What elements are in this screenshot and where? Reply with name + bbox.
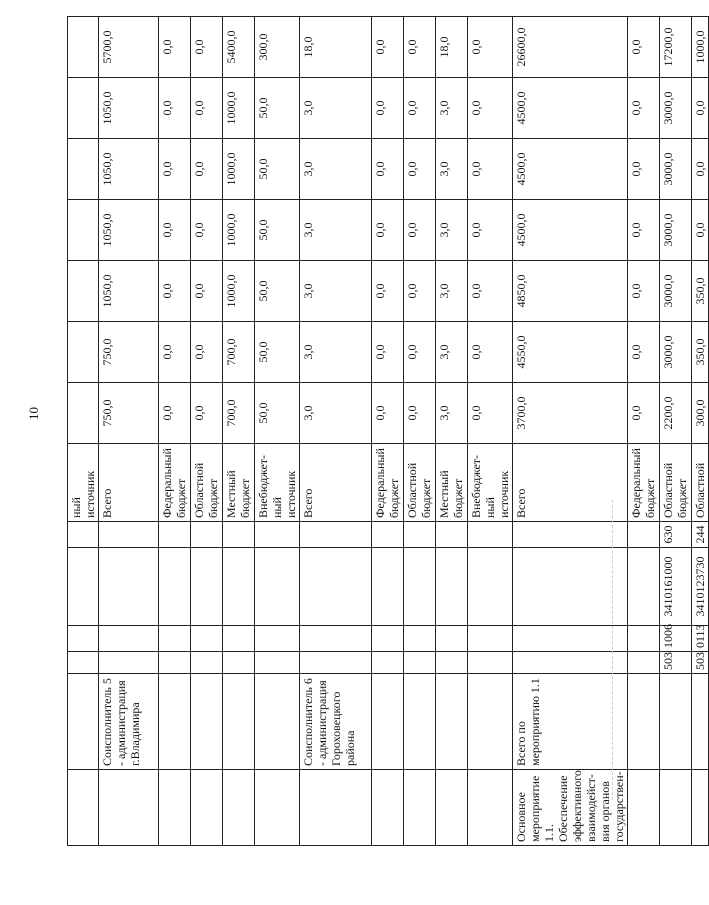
cell-source: Местный бюджет xyxy=(436,444,468,522)
cell-c4: 630 xyxy=(660,522,692,548)
cell-source: Федеральный бюджет xyxy=(628,444,660,522)
table-row xyxy=(660,17,692,846)
cell-main xyxy=(372,770,404,846)
cell-value: 0,0 xyxy=(628,200,660,261)
table-row xyxy=(628,17,660,846)
cell-value: 0,0 xyxy=(372,200,404,261)
cell-value: 300,0 xyxy=(692,383,709,444)
cell-source: ный источник xyxy=(68,444,99,522)
cell-c4 xyxy=(68,522,99,548)
cell-c4 xyxy=(404,522,436,548)
cell-c2 xyxy=(404,626,436,652)
cell-executor: Соисполнитель 6 - администрация Гороховецкого района xyxy=(300,674,372,770)
cell-executor xyxy=(255,674,300,770)
cell-executor xyxy=(692,674,709,770)
cell-value: 3,0 xyxy=(436,322,468,383)
cell-value: 0,0 xyxy=(159,261,191,322)
cell-c4 xyxy=(436,522,468,548)
cell-c3: 3410123730 xyxy=(692,548,709,626)
cell-value: 26600,0 xyxy=(513,17,628,78)
cell-c2 xyxy=(191,626,223,652)
cell-value: 0,0 xyxy=(628,261,660,322)
cell-main xyxy=(692,770,709,846)
cell-value: 0,0 xyxy=(692,139,709,200)
scan-artifact-line xyxy=(612,500,614,800)
cell-value: 0,0 xyxy=(692,200,709,261)
cell-executor xyxy=(660,674,692,770)
cell-value: 0,0 xyxy=(468,322,513,383)
cell-value: 3,0 xyxy=(436,139,468,200)
cell-value: 1000,0 xyxy=(223,261,255,322)
cell-value: 0,0 xyxy=(372,322,404,383)
cell-value: 0,0 xyxy=(191,383,223,444)
cell-value: 0,0 xyxy=(404,383,436,444)
cell-value: 0,0 xyxy=(159,78,191,139)
cell-c4 xyxy=(372,522,404,548)
cell-c1 xyxy=(372,652,404,674)
cell-value: 0,0 xyxy=(159,322,191,383)
cell-value xyxy=(68,78,99,139)
cell-executor: Соисполнитель 5 - администрация г.Владимира xyxy=(99,674,159,770)
cell-c1 xyxy=(513,652,628,674)
cell-value: 0,0 xyxy=(404,261,436,322)
table-row xyxy=(436,17,468,846)
cell-value: 0,0 xyxy=(404,200,436,261)
cell-value: 0,0 xyxy=(191,261,223,322)
cell-value: 3700,0 xyxy=(513,383,628,444)
cell-value: 0,0 xyxy=(468,17,513,78)
cell-executor xyxy=(436,674,468,770)
cell-value: 50,0 xyxy=(255,139,300,200)
cell-c3 xyxy=(300,548,372,626)
cell-main xyxy=(99,770,159,846)
cell-value: 3,0 xyxy=(300,139,372,200)
cell-c4 xyxy=(300,522,372,548)
cell-value: 4850,0 xyxy=(513,261,628,322)
cell-value: 0,0 xyxy=(692,78,709,139)
cell-executor xyxy=(223,674,255,770)
cell-c3 xyxy=(255,548,300,626)
cell-value: 3,0 xyxy=(300,261,372,322)
cell-value: 0,0 xyxy=(628,17,660,78)
cell-value: 3,0 xyxy=(436,200,468,261)
cell-source: Областной бюджет xyxy=(404,444,436,522)
cell-c2 xyxy=(255,626,300,652)
cell-value: 4500,0 xyxy=(513,200,628,261)
table-row xyxy=(255,17,300,846)
cell-value: 1050,0 xyxy=(99,261,159,322)
cell-value: 350,0 xyxy=(692,322,709,383)
cell-executor xyxy=(468,674,513,770)
cell-source: Областной xyxy=(692,444,709,522)
cell-c3 xyxy=(68,548,99,626)
cell-value: 4500,0 xyxy=(513,139,628,200)
cell-value: 17200,0 xyxy=(660,17,692,78)
cell-value: 50,0 xyxy=(255,383,300,444)
cell-c2 xyxy=(99,626,159,652)
cell-c4 xyxy=(628,522,660,548)
cell-value: 0,0 xyxy=(372,261,404,322)
cell-c4 xyxy=(468,522,513,548)
cell-value: 0,0 xyxy=(468,383,513,444)
cell-c2 xyxy=(68,626,99,652)
cell-value: 0,0 xyxy=(468,261,513,322)
cell-value: 1000,0 xyxy=(223,78,255,139)
cell-value xyxy=(68,322,99,383)
cell-value: 4550,0 xyxy=(513,322,628,383)
cell-c1 xyxy=(300,652,372,674)
cell-value: 1000,0 xyxy=(692,17,709,78)
table-row xyxy=(513,17,628,846)
cell-c1 xyxy=(404,652,436,674)
cell-c2 xyxy=(300,626,372,652)
cell-value: 1050,0 xyxy=(99,200,159,261)
cell-c4 xyxy=(255,522,300,548)
cell-c1 xyxy=(68,652,99,674)
cell-value: 3,0 xyxy=(436,383,468,444)
cell-value: 350,0 xyxy=(692,261,709,322)
cell-value: 0,0 xyxy=(159,383,191,444)
cell-main xyxy=(404,770,436,846)
cell-main xyxy=(68,770,99,846)
cell-value xyxy=(68,261,99,322)
cell-c3 xyxy=(468,548,513,626)
cell-value: 0,0 xyxy=(191,322,223,383)
cell-c3 xyxy=(372,548,404,626)
cell-source: Федеральный бюджет xyxy=(372,444,404,522)
cell-c1 xyxy=(436,652,468,674)
cell-c2: 1006 xyxy=(660,626,692,652)
cell-c4: 244 xyxy=(692,522,709,548)
cell-value xyxy=(68,383,99,444)
cell-value: 0,0 xyxy=(372,139,404,200)
cell-c2 xyxy=(372,626,404,652)
cell-value: 0,0 xyxy=(628,383,660,444)
cell-value: 5700,0 xyxy=(99,17,159,78)
cell-executor xyxy=(404,674,436,770)
cell-c1 xyxy=(255,652,300,674)
cell-c2 xyxy=(159,626,191,652)
cell-value: 700,0 xyxy=(223,322,255,383)
cell-value: 50,0 xyxy=(255,322,300,383)
cell-value: 1050,0 xyxy=(99,139,159,200)
cell-value: 0,0 xyxy=(191,17,223,78)
cell-value: 3,0 xyxy=(300,322,372,383)
cell-c4 xyxy=(191,522,223,548)
cell-value: 50,0 xyxy=(255,78,300,139)
cell-source: Внебюджет-ный источник xyxy=(468,444,513,522)
cell-main xyxy=(223,770,255,846)
cell-value: 0,0 xyxy=(191,139,223,200)
cell-value: 1000,0 xyxy=(223,200,255,261)
cell-c2 xyxy=(436,626,468,652)
cell-value: 1000,0 xyxy=(223,139,255,200)
cell-c1 xyxy=(628,652,660,674)
cell-c4 xyxy=(159,522,191,548)
cell-c2 xyxy=(468,626,513,652)
cell-value: 0,0 xyxy=(404,322,436,383)
cell-value: 0,0 xyxy=(404,139,436,200)
cell-value: 0,0 xyxy=(468,200,513,261)
table-row xyxy=(99,17,159,846)
cell-c1 xyxy=(99,652,159,674)
cell-main xyxy=(660,770,692,846)
cell-value xyxy=(68,17,99,78)
cell-source: Всего xyxy=(300,444,372,522)
cell-value: 50,0 xyxy=(255,261,300,322)
cell-value: 18,0 xyxy=(436,17,468,78)
cell-c3 xyxy=(628,548,660,626)
cell-main xyxy=(468,770,513,846)
cell-value: 50,0 xyxy=(255,200,300,261)
cell-value: 2200,0 xyxy=(660,383,692,444)
cell-c2 xyxy=(223,626,255,652)
cell-source: Всего xyxy=(99,444,159,522)
cell-value: 0,0 xyxy=(159,139,191,200)
cell-value: 750,0 xyxy=(99,383,159,444)
cell-main xyxy=(191,770,223,846)
budget-table-rotated xyxy=(67,16,707,846)
cell-main: Основное мероприятие 1.1. Обеспечение эффективного взаимодейст-вия органов государствен- xyxy=(513,770,628,846)
table-row xyxy=(159,17,191,846)
cell-c4 xyxy=(223,522,255,548)
cell-c4 xyxy=(99,522,159,548)
cell-value: 3000,0 xyxy=(660,139,692,200)
cell-source: Внебюджет-ный источник xyxy=(255,444,300,522)
cell-value: 750,0 xyxy=(99,322,159,383)
cell-main xyxy=(300,770,372,846)
cell-value: 3000,0 xyxy=(660,200,692,261)
cell-main xyxy=(159,770,191,846)
cell-value: 3,0 xyxy=(436,78,468,139)
cell-value: 300,0 xyxy=(255,17,300,78)
cell-c1 xyxy=(191,652,223,674)
cell-c2 xyxy=(513,626,628,652)
cell-value: 0,0 xyxy=(372,383,404,444)
cell-value xyxy=(68,139,99,200)
cell-value: 1050,0 xyxy=(99,78,159,139)
cell-main xyxy=(255,770,300,846)
cell-value: 0,0 xyxy=(191,200,223,261)
table-row xyxy=(372,17,404,846)
cell-executor: Всего по мероприятию 1.1 xyxy=(513,674,628,770)
cell-value: 0,0 xyxy=(159,200,191,261)
cell-value: 0,0 xyxy=(372,78,404,139)
cell-value: 3,0 xyxy=(436,261,468,322)
cell-executor xyxy=(159,674,191,770)
cell-value: 0,0 xyxy=(628,139,660,200)
cell-main xyxy=(436,770,468,846)
cell-value: 3000,0 xyxy=(660,322,692,383)
table-row xyxy=(223,17,255,846)
cell-c1: 503 xyxy=(660,652,692,674)
cell-value: 3,0 xyxy=(300,383,372,444)
cell-value: 0,0 xyxy=(372,17,404,78)
cell-main xyxy=(628,770,660,846)
cell-value xyxy=(68,200,99,261)
cell-value: 0,0 xyxy=(191,78,223,139)
cell-value: 700,0 xyxy=(223,383,255,444)
cell-value: 0,0 xyxy=(404,78,436,139)
cell-executor xyxy=(628,674,660,770)
cell-c1 xyxy=(223,652,255,674)
cell-source: Всего xyxy=(513,444,628,522)
cell-c4 xyxy=(513,522,628,548)
cell-value: 0,0 xyxy=(404,17,436,78)
cell-value: 0,0 xyxy=(468,139,513,200)
cell-c1 xyxy=(468,652,513,674)
cell-c3 xyxy=(223,548,255,626)
cell-c1: 503 xyxy=(692,652,709,674)
cell-source: Местный бюджет xyxy=(223,444,255,522)
cell-value: 0,0 xyxy=(628,322,660,383)
cell-executor xyxy=(191,674,223,770)
cell-value: 3000,0 xyxy=(660,261,692,322)
table-row xyxy=(300,17,372,846)
cell-value: 0,0 xyxy=(628,78,660,139)
cell-value: 18,0 xyxy=(300,17,372,78)
cell-executor xyxy=(372,674,404,770)
table-row xyxy=(404,17,436,846)
cell-c3 xyxy=(436,548,468,626)
cell-c3 xyxy=(191,548,223,626)
cell-source: Федеральный бюджет xyxy=(159,444,191,522)
cell-value: 3,0 xyxy=(300,200,372,261)
cell-c3 xyxy=(404,548,436,626)
page-number: 10 xyxy=(26,407,41,420)
table-row xyxy=(68,17,99,846)
cell-c3 xyxy=(513,548,628,626)
cell-c3: 3410161000 xyxy=(660,548,692,626)
cell-value: 4500,0 xyxy=(513,78,628,139)
cell-value: 5400,0 xyxy=(223,17,255,78)
cell-c2: 0113 xyxy=(692,626,709,652)
table-row xyxy=(468,17,513,846)
cell-c3 xyxy=(159,548,191,626)
cell-executor xyxy=(68,674,99,770)
table-row xyxy=(692,17,709,846)
cell-value: 3,0 xyxy=(300,78,372,139)
cell-value: 3000,0 xyxy=(660,78,692,139)
cell-source: Областной бюджет xyxy=(191,444,223,522)
cell-c3 xyxy=(99,548,159,626)
cell-value: 0,0 xyxy=(468,78,513,139)
table-row xyxy=(191,17,223,846)
cell-value: 0,0 xyxy=(159,17,191,78)
cell-c1 xyxy=(159,652,191,674)
cell-source: Областной бюджет xyxy=(660,444,692,522)
cell-c2 xyxy=(628,626,660,652)
